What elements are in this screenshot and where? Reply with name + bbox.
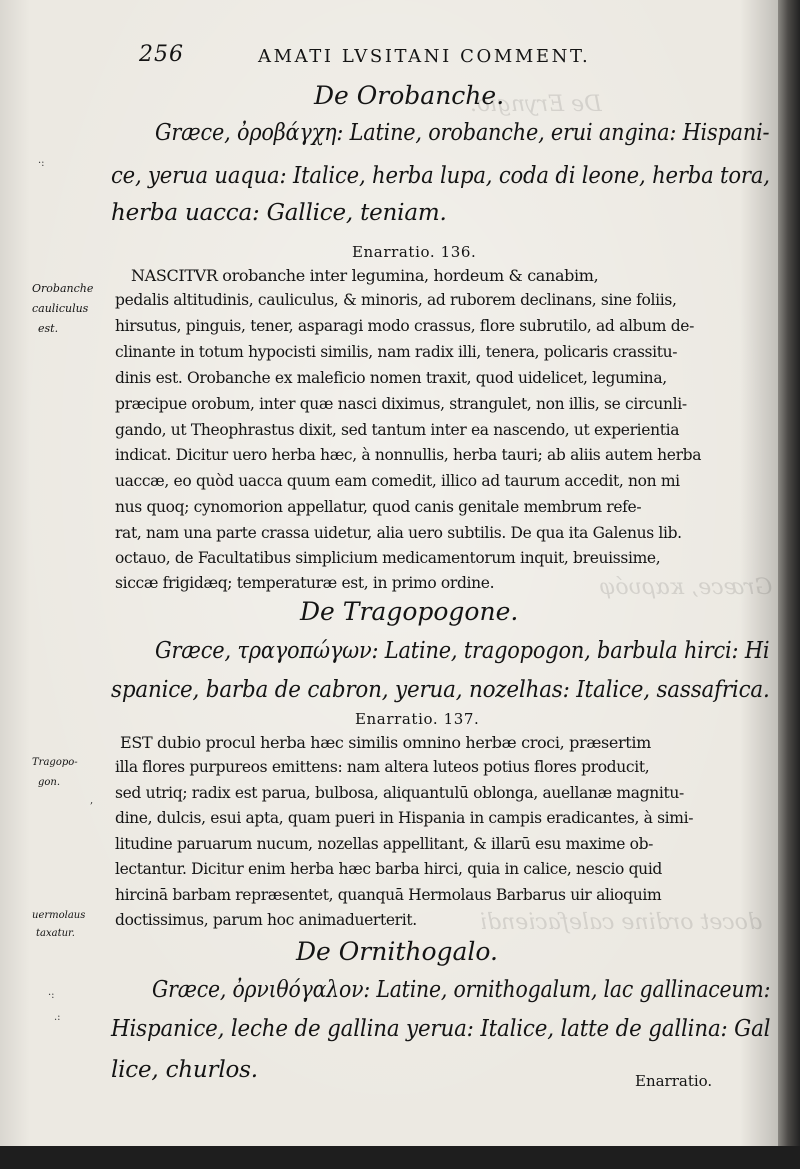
margin-note: gon. — [38, 777, 61, 788]
body-line: illa flores purpureos emittens: nam altera luteos potius flores producit, — [115, 758, 650, 776]
margin-note: Tragopo- — [32, 757, 78, 768]
synonym-line: spanice, barba de cabron, yerua, nozelhas: Italice, sassafrica. — [111, 677, 770, 703]
catchword: Enarratio. — [635, 1072, 713, 1090]
body-line: hirsutus, pinguis, tener, asparagi modo crassus, flore subrutilo, ad album de- — [115, 317, 694, 335]
show-through-text: De Eryngio. — [470, 92, 602, 117]
margin-note: cauliculus — [32, 302, 89, 315]
body-line: dinis est. Orobanche ex maleficio nomen traxit, quod uidelicet, legumina, — [115, 369, 667, 387]
margin-note: uermolaus — [32, 910, 86, 921]
section-heading: De Ornithogalo. — [296, 937, 498, 966]
body-line: octauo, de Facultatibus simplicium medicamentorum inquit, breuissime, — [115, 549, 661, 567]
body-line: præcipue orobum, inter quæ nasci diximus, strangulet, non illis, se circunli- — [115, 395, 687, 413]
margin-mark: ·: — [48, 990, 55, 1001]
margin-mark: ·: — [38, 158, 45, 169]
synonym-line: lice, churlos. — [111, 1057, 258, 1083]
page-number: 256 — [139, 42, 184, 67]
body-line: uaccæ, eo quòd uacca quum eam comedit, illico ad taurum accedit, non mi — [115, 472, 680, 490]
body-line: litudine paruarum nucum, nozellas appellitant, & illarū esu maxime ob- — [115, 835, 654, 853]
synonym-line: herba uacca: Gallice, teniam. — [111, 200, 447, 226]
body-line: gando, ut Theophrastus dixit, sed tantum inter ea nascendo, ut experientia — [115, 421, 680, 439]
synonym-line: Hispanice, leche de gallina yerua: Italice, latte de gallina: Gal — [111, 1016, 771, 1042]
show-through-text: Græce, καρυόφ — [600, 575, 773, 600]
margin-note: est. — [38, 322, 59, 335]
body-line: NASCITVR orobanche inter legumina, hordeum & canabim, — [131, 266, 599, 285]
margin-note: Orobanche — [32, 282, 94, 295]
page-gutter-shadow — [778, 0, 800, 1146]
show-through-text: docet ordine calefaciendi — [480, 910, 762, 935]
body-line: lectantur. Dicitur enim herba hæc barba hirci, quia in calice, nescio quid — [115, 860, 662, 878]
margin-mark: , — [90, 795, 94, 806]
body-line: nus quoq; cynomorion appellatur, quod canis genitale membrum refe- — [115, 498, 642, 516]
section-heading: De Tragopogone. — [300, 597, 519, 626]
scan-bottom-edge — [0, 1146, 800, 1169]
body-line: indicat. Dicitur uero herba hæc, à nonnullis, herba tauri; ab aliis autem herba — [115, 446, 702, 464]
body-line: hircinā barbam repræsentet, quanquā Hermolaus Barbarus uir alioquim — [115, 886, 662, 904]
running-title: AMATI LVSITANI COMMENT. — [258, 46, 591, 67]
synonym-line: ce, yerua uaqua: Italice, herba lupa, coda di leone, herba tora, — [111, 163, 770, 189]
body-line: doctissimus, parum hoc animaduerterit. — [115, 911, 417, 929]
body-line: clinante in totum hypocisti similis, nam radix illi, tenera, policaris crassitu- — [115, 343, 678, 361]
section-heading: De Orobanche. — [314, 81, 505, 110]
body-line: EST dubio procul herba hæc similis omnino herbæ croci, præsertim — [120, 733, 651, 752]
synonym-line: Græce, τραγοπώγων: Latine, tragopogon, barbula hirci: Hi — [155, 638, 770, 664]
body-line: sed utriq; radix est parua, bulbosa, aliquantulū oblonga, auellanæ magnitu- — [115, 784, 684, 802]
body-line: siccæ frigidæq; temperaturæ est, in primo ordine. — [115, 574, 495, 592]
running-head — [0, 42, 778, 72]
body-line: rat, nam una parte crassa uidetur, alia uero subtilis. De qua ita Galenus lib. — [115, 524, 682, 542]
margin-mark: .: — [54, 1012, 61, 1023]
body-line: pedalis altitudinis, cauliculus, & minoris, ad ruborem declinans, sine foliis, — [115, 291, 677, 309]
synonym-line: Græce, ὀροβάγχη: Latine, orobanche, erui angina: Hispani- — [155, 120, 770, 146]
enarratio-label: Enarratio. 136. — [352, 243, 477, 261]
margin-note: taxatur. — [36, 928, 75, 939]
synonym-line: Græce, ὀρνιθόγαλον: Latine, ornithogalum, lac gallinaceum: — [152, 977, 771, 1003]
body-line: dine, dulcis, esui apta, quam pueri in Hispania in campis eradicantes, à simi- — [115, 809, 694, 827]
enarratio-label: Enarratio. 137. — [355, 710, 480, 728]
